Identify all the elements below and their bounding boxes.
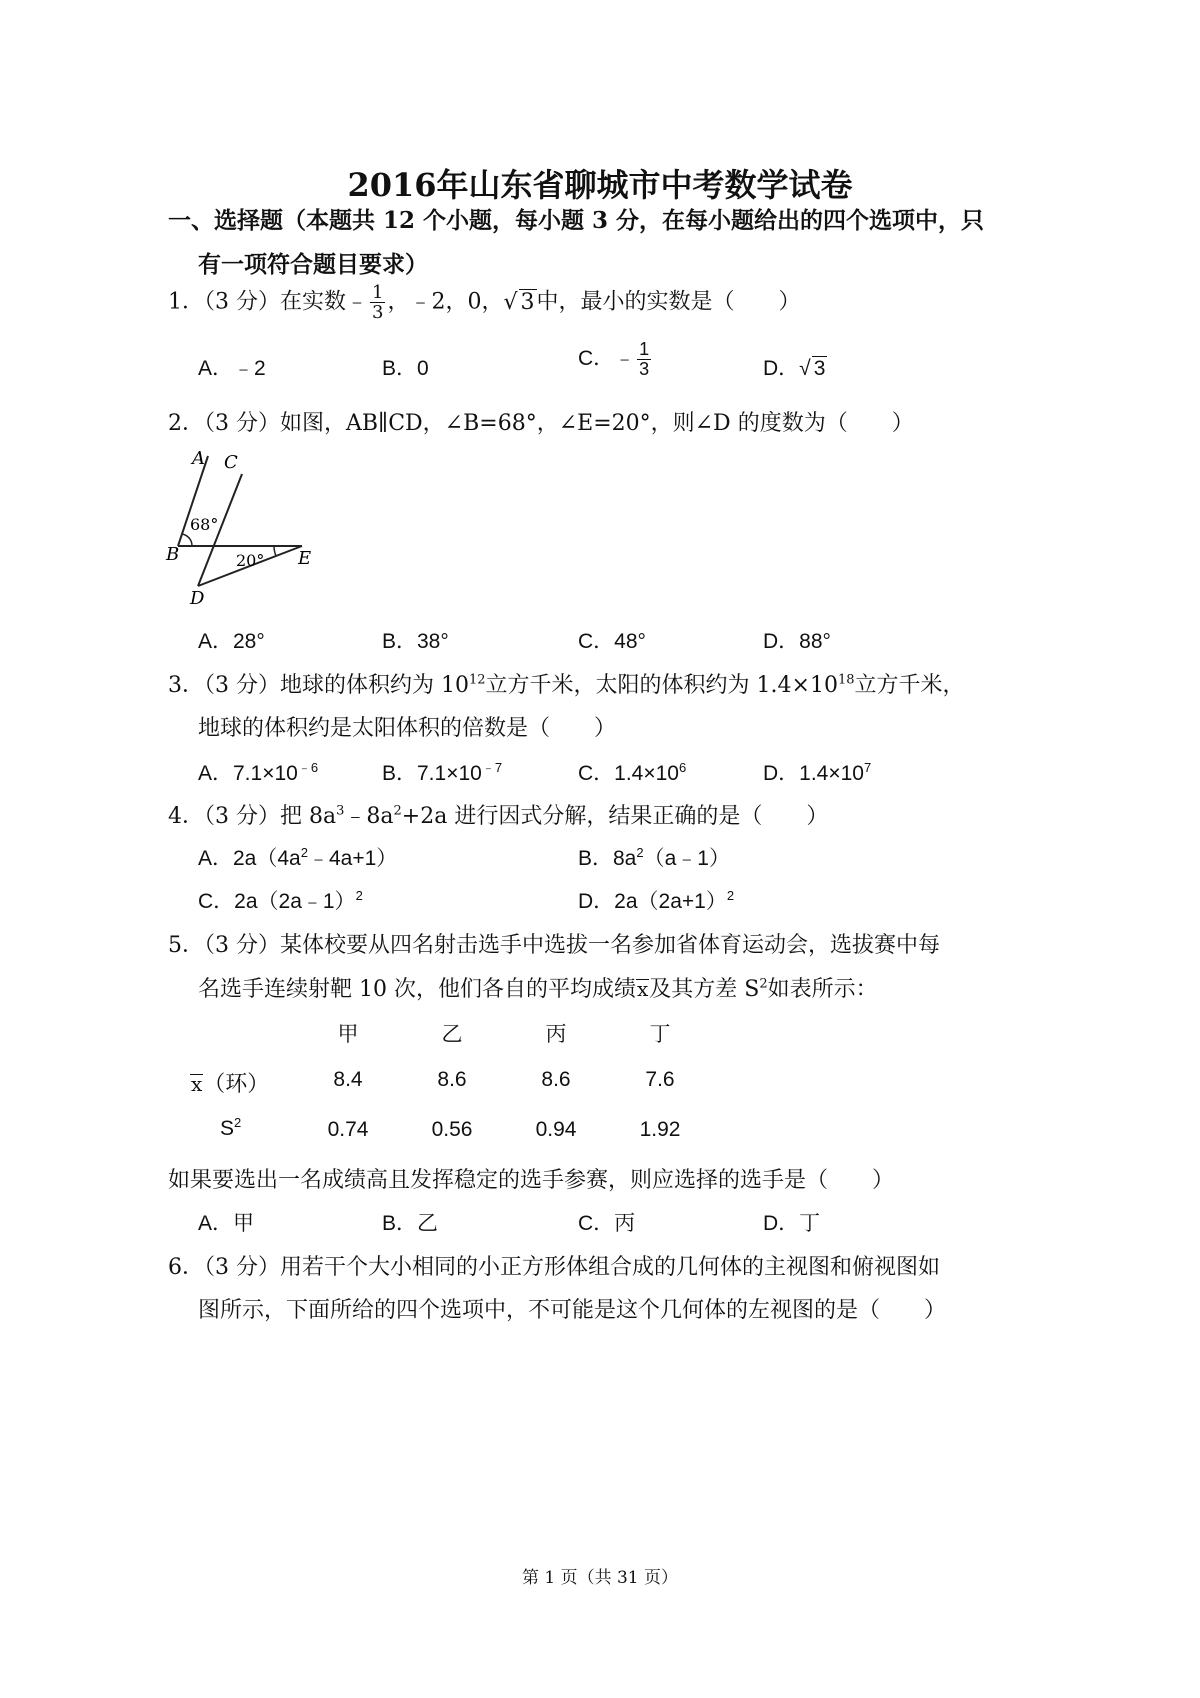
q4-opt-b-b: （a﹣1） <box>643 847 730 870</box>
table-header-yi: 乙 <box>441 1023 463 1046</box>
table-row-variance-s: S <box>220 1117 235 1140</box>
page-title: 2016年山东省聊城市中考数学试卷 <box>347 166 853 204</box>
table-cell-var-ding: 1.92 <box>639 1118 681 1141</box>
q3-exp1: 12 <box>468 672 486 688</box>
q1-frac-num: 1 <box>372 282 384 303</box>
q4-opt-a-b: ﹣4a+1） <box>307 847 398 870</box>
q5-line2-c: 如表所示： <box>767 977 878 1002</box>
q1-option-c <box>578 340 653 379</box>
table-header-jia: 甲 <box>337 1023 359 1046</box>
q3-line1-a: 3．（3 分）地球的体积约为 10 <box>168 673 469 698</box>
figure-angle-e: 20° <box>236 551 265 570</box>
question-3-line1 <box>168 668 965 699</box>
q4-opt-c-a: C．2a（2a﹣1） <box>198 890 356 913</box>
q1-option-b: B．0 <box>382 357 429 380</box>
q4-opt-b-a: B．8a <box>578 847 637 870</box>
angle-b-arc <box>182 534 192 546</box>
question-5-line3: 如果要选出一名成绩高且发挥稳定的选手参赛，则应选择的选手是（ ） <box>168 1168 895 1193</box>
q1-option-a: A．﹣2 <box>198 357 266 380</box>
question-6-line2: 图所示，下面所给的四个选项中，不可能是这个几何体的左视图的是（ ） <box>198 1298 947 1323</box>
question-1 <box>168 283 801 322</box>
q3-line1-b: 立方千米，太阳的体积约为 1.4×10 <box>485 673 838 698</box>
table-cell-var-jia: 0.74 <box>327 1118 369 1141</box>
q1-sqrt <box>503 290 536 315</box>
q3-exp2: 18 <box>837 672 855 688</box>
figure-label-a: A <box>192 448 205 469</box>
q5-line2-exp: 2 <box>759 976 768 992</box>
q1-sqrt-arg: 3 <box>520 289 535 315</box>
q1-option-d <box>763 352 827 382</box>
table-header-bing: 丙 <box>545 1023 567 1046</box>
q4-option-a <box>198 842 397 872</box>
q3-opt-b-exp: ﹣7 <box>481 760 503 775</box>
q1-frac-den: 3 <box>372 302 384 323</box>
figure-label-e: E <box>298 548 312 569</box>
table-cell-var-bing: 0.94 <box>535 1118 577 1141</box>
q3-opt-a-exp: ﹣6 <box>297 760 319 775</box>
q3-line1-c: 立方千米， <box>854 673 965 698</box>
table-cell-mean-yi: 8.6 <box>437 1068 467 1091</box>
q1-mid: ，﹣2，0， <box>387 289 504 315</box>
q5-xbar: x <box>636 977 649 1001</box>
figure-label-b: B <box>166 544 180 565</box>
q2-option-c: C．48° <box>578 630 646 653</box>
q1-opt-c-num: 1 <box>639 339 650 359</box>
section-heading-line1: 一、选择题（本题共 12 个小题，每小题 3 分，在每小题给出的四个选项中，只 <box>168 207 985 234</box>
q1-opt-d-sym: √ <box>799 357 811 380</box>
q3-opt-b-text: B．7.1×10 <box>382 762 482 785</box>
q1-opt-d-label: D． <box>763 357 800 380</box>
q1-prefix: 1．（3 分）在实数 <box>168 289 346 315</box>
table-cell-var-yi: 0.56 <box>431 1118 473 1141</box>
table-header-ding: 丁 <box>649 1023 671 1046</box>
q5-option-c: C．丙 <box>578 1212 636 1235</box>
q3-option-d <box>763 757 871 787</box>
q2-option-b: B．38° <box>382 630 449 653</box>
question-4 <box>168 799 828 830</box>
q4-exp3: 3 <box>336 803 345 819</box>
q2-geometry-figure <box>162 446 322 610</box>
question-6-line1: 6．（3 分）用若干个大小相同的小正方形体组合成的几何体的主视图和俯视图如 <box>168 1255 940 1280</box>
q1-opt-c-fraction <box>637 340 651 379</box>
table-cell-mean-ding: 7.6 <box>645 1068 675 1091</box>
q1-suffix: 中，最小的实数是（ ） <box>536 289 801 315</box>
question-2: 2．（3 分）如图，AB∥CD，∠B=68°，∠E=20°，则∠D 的度数为（ ） <box>168 411 914 436</box>
table-row-mean-x: x <box>191 1072 203 1096</box>
q3-option-a <box>198 757 318 787</box>
q1-opt-c-minus: ﹣ <box>614 347 636 371</box>
table-row-variance-exp: 2 <box>234 1115 242 1130</box>
question-3-line2: 地球的体积约是太阳体积的倍数是（ ） <box>198 716 617 741</box>
q3-opt-c-text: C．1.4×10 <box>578 762 679 785</box>
table-cell-mean-jia: 8.4 <box>333 1068 363 1091</box>
q4-exp2: 2 <box>393 803 402 819</box>
angle-e-arc <box>274 546 276 556</box>
question-5-line2 <box>198 972 878 1003</box>
q5-option-b: B．乙 <box>382 1212 439 1235</box>
q5-option-d: D．丁 <box>763 1212 821 1235</box>
q4-text-a: 4．（3 分）把 8a <box>168 804 337 829</box>
figure-label-d: D <box>190 588 205 609</box>
q2-option-a: A．28° <box>198 630 265 653</box>
q5-option-a: A．甲 <box>198 1212 255 1235</box>
q4-opt-a-exp: 2 <box>300 845 308 860</box>
q5-line2-b: 及其方差 S <box>649 977 760 1002</box>
q3-opt-c-exp: 6 <box>678 760 687 775</box>
table-row-variance-label <box>220 1117 241 1141</box>
q3-opt-a-text: A．7.1×10 <box>198 762 298 785</box>
q1-fraction <box>370 283 385 322</box>
question-5-line1: 5．（3 分）某体校要从四名射击选手中选拔一名参加省体育运动会，选拔赛中每 <box>168 933 940 958</box>
q1-opt-c-label: C． <box>578 347 615 371</box>
q4-option-d <box>578 885 734 915</box>
q4-opt-d-exp: 2 <box>726 888 735 903</box>
q3-opt-d-text: D．1.4×10 <box>763 762 864 785</box>
table-row-mean-unit: （环） <box>203 1072 270 1097</box>
figure-label-c: C <box>224 452 238 473</box>
q4-opt-a-a: A．2a（4a <box>198 847 301 870</box>
q1-opt-d-sqrt <box>799 357 827 381</box>
q4-opt-d-a: D．2a（2a+1） <box>578 890 727 913</box>
table-row-mean-label <box>190 1067 269 1098</box>
q1-minus: ﹣ <box>346 289 369 315</box>
q1-opt-d-arg: 3 <box>813 357 826 380</box>
q2-option-d: D．88° <box>763 630 831 653</box>
section-heading-line2: 有一项符合题目要求） <box>198 251 428 278</box>
table-cell-mean-bing: 8.6 <box>541 1068 571 1091</box>
q4-text-b: ﹣8a <box>344 804 394 829</box>
q3-opt-d-exp: 7 <box>863 760 872 775</box>
q4-option-b <box>578 842 730 872</box>
q4-opt-b-exp: 2 <box>636 845 644 860</box>
q3-option-b <box>382 757 502 787</box>
q4-opt-c-exp: 2 <box>355 888 363 903</box>
q4-option-c <box>198 885 363 915</box>
q4-text-c: +2a 进行因式分解，结果正确的是（ ） <box>401 804 829 829</box>
q1-sqrt-sym: √ <box>503 289 518 315</box>
q3-option-c <box>578 757 686 787</box>
q5-line2-a: 名选手连续射靶 10 次，他们各自的平均成绩 <box>198 977 636 1002</box>
q1-opt-c-den: 3 <box>639 359 650 379</box>
page-footer: 第 1 页（共 31 页） <box>521 1568 679 1588</box>
figure-angle-b: 68° <box>190 515 219 534</box>
